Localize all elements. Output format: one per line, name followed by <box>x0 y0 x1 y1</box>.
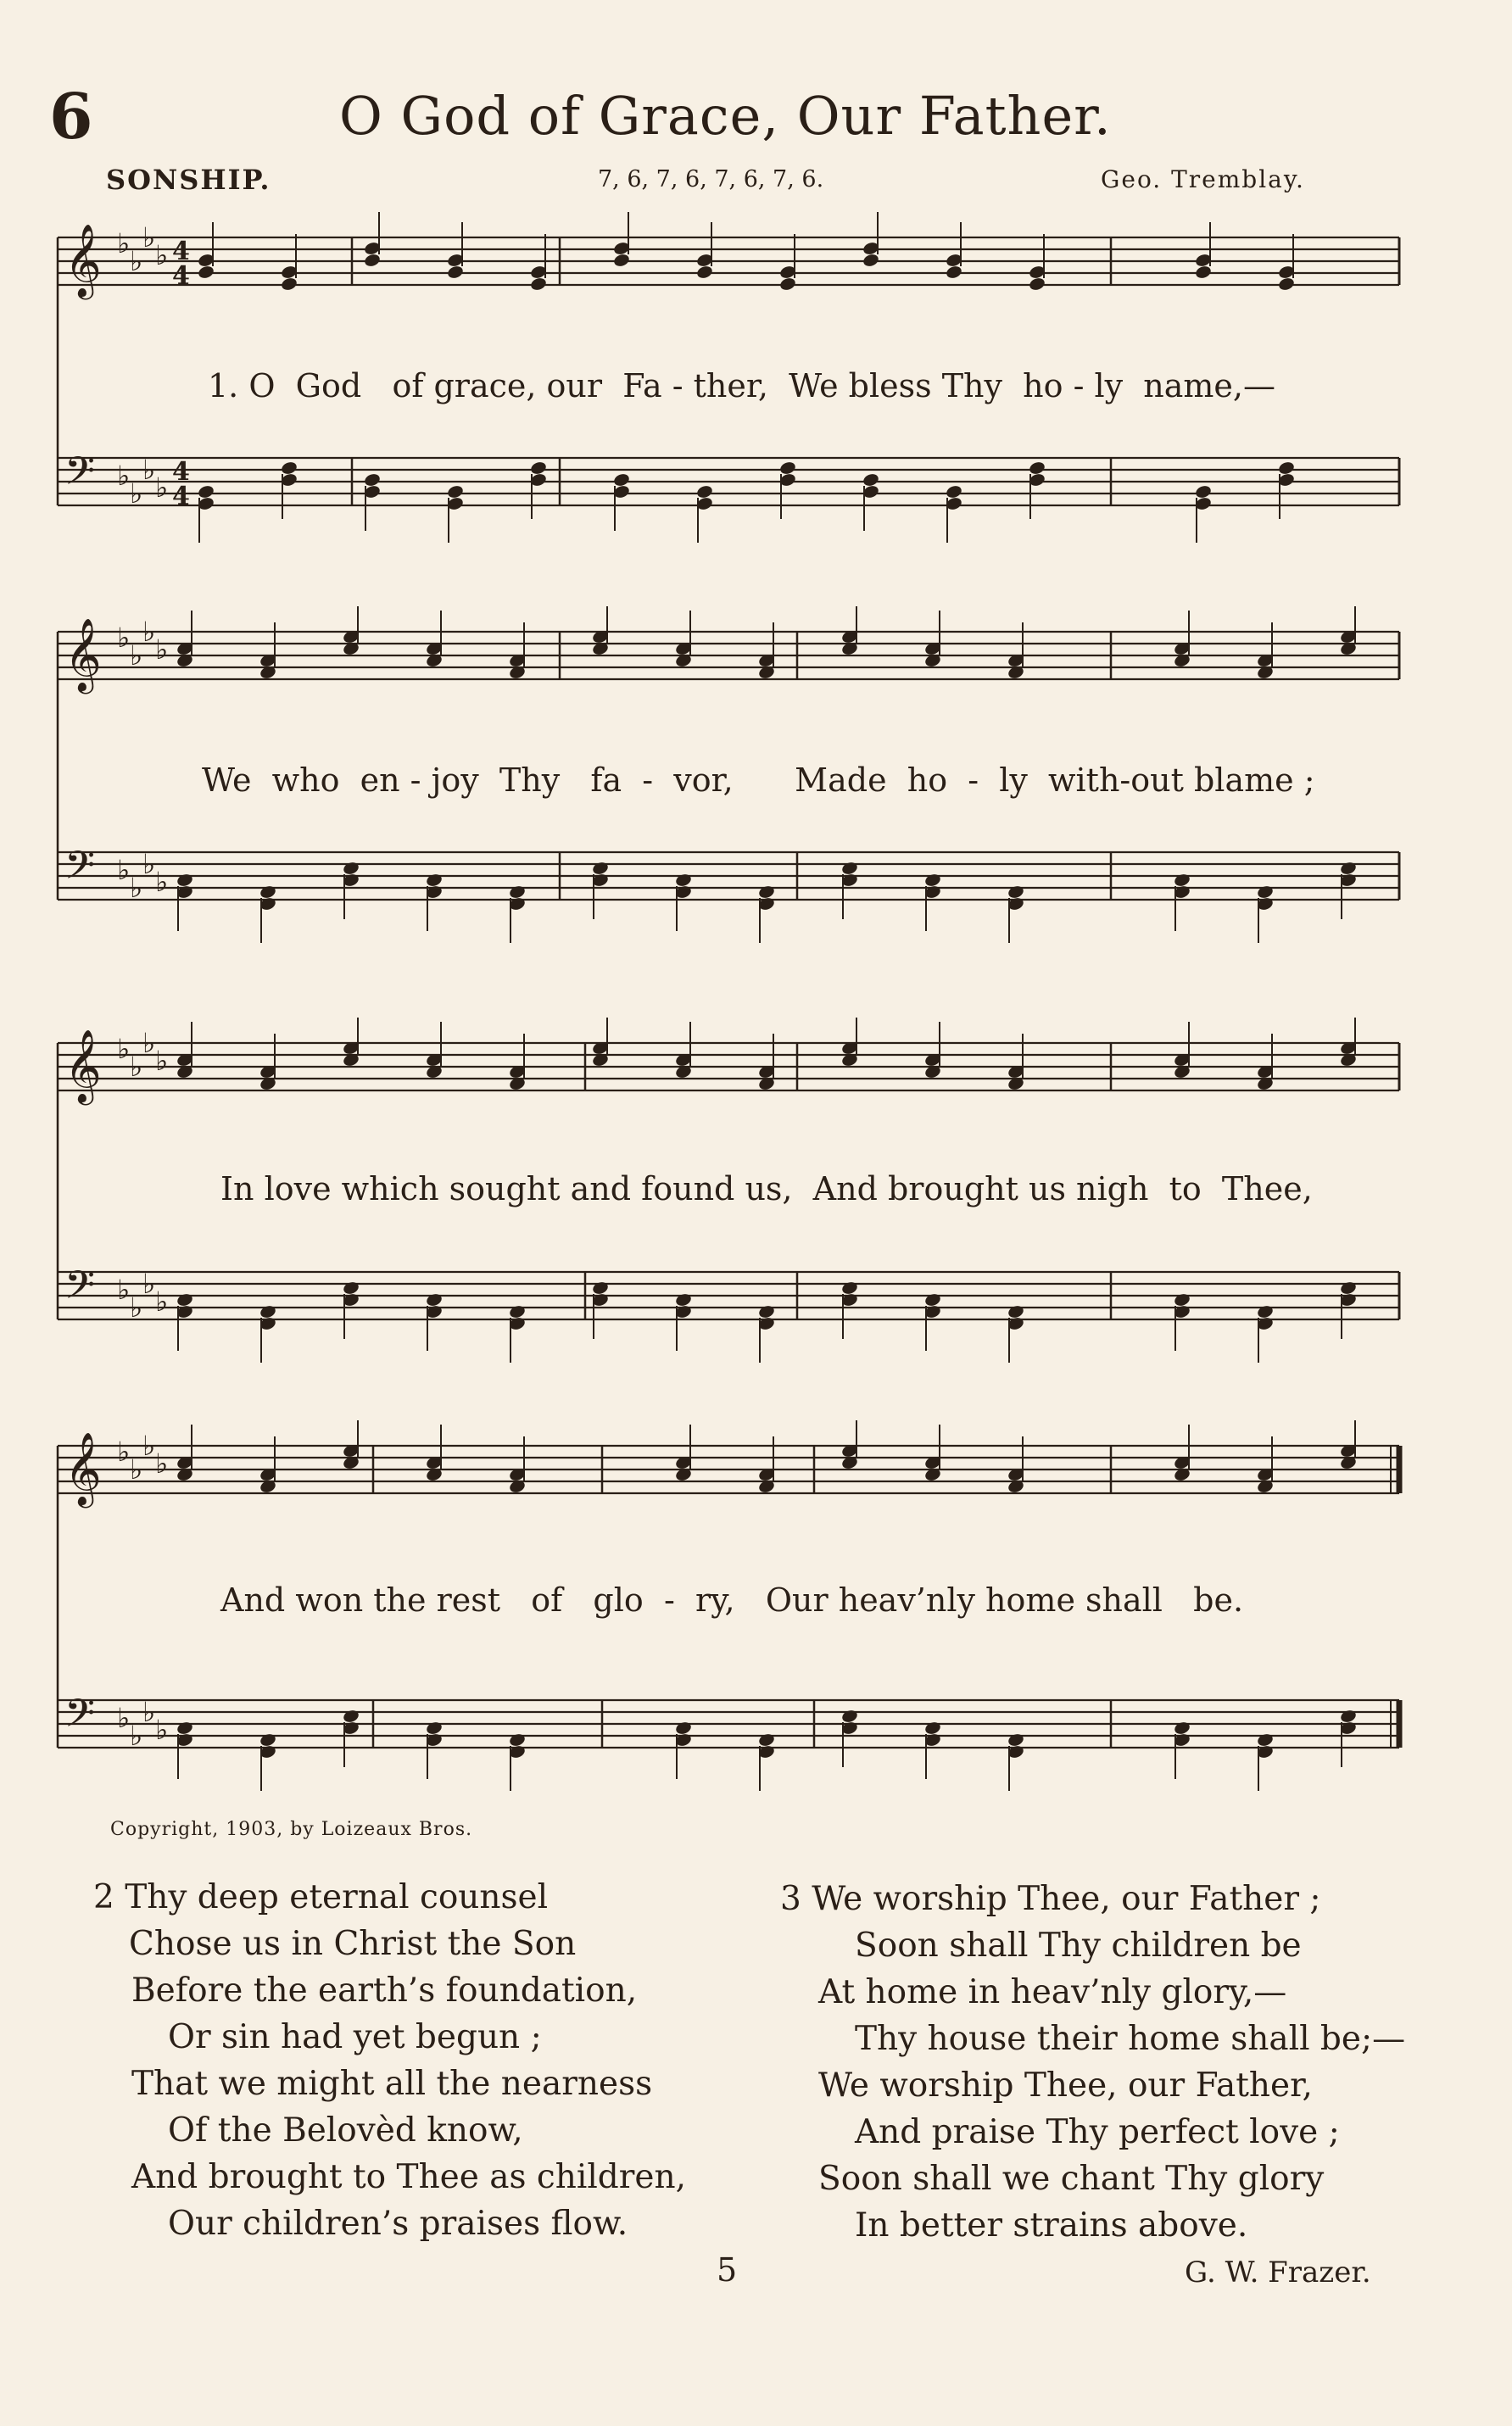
copyright-notice: Copyright, 1903, by Loizeaux Bros. <box>110 1819 473 1840</box>
flat-sign-icon: ♭ <box>155 1714 169 1746</box>
verse-line: That we might all the nearness <box>131 2065 653 2103</box>
notehead <box>176 1721 193 1736</box>
flat-sign-icon: ♭ <box>155 866 169 898</box>
lyric-line-2: We who en - joy Thy fa - vor, Made ho - ly with-out blame ; <box>202 761 1315 799</box>
notehead <box>1339 1280 1357 1296</box>
verse-line: Or sin had yet begun ; <box>168 2018 542 2056</box>
flat-sign-icon: ♭ <box>117 1274 131 1306</box>
verse-line: In better strains above. <box>855 2206 1248 2245</box>
notehead <box>508 1732 526 1748</box>
verse-line: At home in heav’nly glory,— <box>818 1973 1287 2011</box>
music-system-3 <box>51 1018 1408 1374</box>
notehead <box>923 1292 941 1308</box>
lyric-line-4: And won the rest of glo - ry, Our heav’nly home shall be. <box>220 1581 1244 1619</box>
notehead <box>1256 1304 1274 1319</box>
notehead <box>1339 861 1357 876</box>
verse-line: Our children’s praises flow. <box>168 2205 628 2243</box>
verse-line: Soon shall we chant Thy glory <box>818 2160 1325 2198</box>
notehead <box>1007 1732 1024 1748</box>
notehead <box>862 253 879 268</box>
notehead <box>757 1304 775 1319</box>
notehead <box>508 884 526 900</box>
notehead <box>778 460 796 476</box>
treble-clef-icon: 𝄞 <box>64 1029 102 1102</box>
notehead <box>1256 884 1274 900</box>
time-signature-numerator: 4 <box>172 237 190 266</box>
flat-sign-icon: ♭ <box>155 1286 169 1318</box>
bass-clef-icon: 𝄢 <box>64 449 96 504</box>
notehead <box>945 265 962 280</box>
composer: Geo. Tremblay. <box>1101 165 1305 193</box>
notehead <box>695 265 713 280</box>
verse-3 <box>780 1876 1405 2249</box>
time-signature-denominator: 4 <box>172 261 190 291</box>
flat-sign-icon: ♭ <box>142 1696 156 1728</box>
verse-line: 3 We worship Thee, our Father ; <box>780 1880 1321 1918</box>
flat-sign-icon: ♭ <box>130 477 143 510</box>
flat-sign-icon: ♭ <box>130 245 143 277</box>
treble-clef-icon: 𝄞 <box>64 1432 102 1505</box>
tune-name: SONSHIP. <box>106 164 271 196</box>
flat-sign-icon: ♭ <box>130 639 143 672</box>
notehead <box>840 861 858 876</box>
notehead <box>923 1721 941 1736</box>
flat-sign-icon: ♭ <box>117 1702 131 1734</box>
notehead <box>508 1304 526 1319</box>
notehead <box>1256 1732 1274 1748</box>
notehead <box>1173 1721 1191 1736</box>
flat-sign-icon: ♭ <box>130 1720 143 1752</box>
notehead <box>1028 276 1046 292</box>
notehead <box>1173 873 1191 888</box>
notehead <box>862 472 879 488</box>
notehead <box>612 253 630 268</box>
notehead <box>945 484 962 499</box>
notehead <box>425 1721 443 1736</box>
verse-line: We worship Thee, our Father, <box>818 2066 1313 2105</box>
flat-sign-icon: ♭ <box>142 1027 156 1059</box>
notehead <box>1194 484 1212 499</box>
notehead <box>840 1709 858 1724</box>
flat-sign-icon: ♭ <box>117 227 131 259</box>
lyric-line-1: 1. O God of grace, our Fa - ther, We bless Thy ho - ly name,— <box>208 367 1275 404</box>
notehead <box>1028 460 1046 476</box>
bass-clef-icon: 𝄢 <box>64 843 96 898</box>
notehead <box>176 1292 193 1308</box>
meter: 7, 6, 7, 6, 7, 6, 7, 6. <box>598 166 824 192</box>
flat-sign-icon: ♭ <box>117 1033 131 1065</box>
notehead <box>280 276 298 292</box>
text-author: G. W. Frazer. <box>1185 2256 1371 2289</box>
verse-line: Of the Belovèd know, <box>168 2111 523 2150</box>
bass-clef-icon: 𝄢 <box>64 1691 96 1746</box>
notehead <box>1194 265 1212 280</box>
notehead <box>674 1292 692 1308</box>
hymn-number: 6 <box>49 81 93 153</box>
notehead <box>1007 1304 1024 1319</box>
music-system-1 <box>51 212 1408 568</box>
notehead <box>757 1732 775 1748</box>
flat-sign-icon: ♭ <box>130 1051 143 1083</box>
notehead <box>342 1280 360 1296</box>
flat-sign-icon: ♭ <box>142 1268 156 1300</box>
verse-line: 2 Thy deep eternal counsel <box>93 1878 549 1916</box>
notehead <box>529 276 547 292</box>
flat-sign-icon: ♭ <box>130 1291 143 1324</box>
verse-line: And praise Thy perfect love ; <box>855 2113 1340 2151</box>
notehead <box>363 253 381 268</box>
flat-sign-icon: ♭ <box>142 221 156 254</box>
treble-clef-icon: 𝄞 <box>64 618 102 691</box>
treble-clef-icon: 𝄞 <box>64 224 102 297</box>
notehead <box>591 1280 609 1296</box>
flat-sign-icon: ♭ <box>155 239 169 271</box>
lyric-line-3: In love which sought and found us, And brought us nigh to Thee, <box>220 1170 1313 1207</box>
verse-line: Thy house their home shall be;— <box>855 2020 1406 2058</box>
notehead <box>259 884 276 900</box>
flat-sign-icon: ♭ <box>117 854 131 886</box>
time-signature-numerator: 4 <box>172 457 190 487</box>
music-system-4 <box>51 1420 1408 1802</box>
notehead <box>342 861 360 876</box>
notehead <box>778 276 796 292</box>
notehead <box>280 460 298 476</box>
flat-sign-icon: ♭ <box>155 471 169 504</box>
flat-sign-icon: ♭ <box>155 1447 169 1480</box>
notehead <box>446 265 464 280</box>
notehead <box>529 460 547 476</box>
flat-sign-icon: ♭ <box>142 454 156 486</box>
flat-sign-icon: ♭ <box>117 622 131 654</box>
flat-sign-icon: ♭ <box>117 460 131 492</box>
notehead <box>176 873 193 888</box>
time-signature-denominator: 4 <box>172 482 190 511</box>
verse-2 <box>93 1874 686 2247</box>
notehead <box>259 1304 276 1319</box>
notehead <box>1173 1292 1191 1308</box>
flat-sign-icon: ♭ <box>130 1453 143 1486</box>
flat-sign-icon: ♭ <box>117 1436 131 1468</box>
notehead <box>757 884 775 900</box>
notehead <box>674 873 692 888</box>
flat-sign-icon: ♭ <box>142 616 156 648</box>
notehead <box>342 1709 360 1724</box>
flat-sign-icon: ♭ <box>130 872 143 904</box>
notehead <box>446 484 464 499</box>
verse-line: Chose us in Christ the Son <box>129 1925 577 1963</box>
notehead <box>197 484 215 499</box>
verse-line: Before the earth’s foundation, <box>131 1971 638 2010</box>
notehead <box>425 1292 443 1308</box>
music-system-2 <box>51 606 1408 962</box>
hymn-title: O God of Grace, Our Father. <box>339 85 1112 147</box>
notehead <box>923 873 941 888</box>
notehead <box>197 265 215 280</box>
bass-clef-icon: 𝄢 <box>64 1263 96 1318</box>
notehead <box>259 1732 276 1748</box>
verse-line: Soon shall Thy children be <box>855 1927 1302 1965</box>
notehead <box>1339 1709 1357 1724</box>
notehead <box>840 1280 858 1296</box>
notehead <box>1007 884 1024 900</box>
verse-line: And brought to Thee as children, <box>131 2158 687 2196</box>
notehead <box>425 873 443 888</box>
flat-sign-icon: ♭ <box>142 1430 156 1462</box>
page-number: 5 <box>717 2251 738 2289</box>
notehead <box>1277 276 1295 292</box>
flat-sign-icon: ♭ <box>155 633 169 666</box>
notehead <box>1277 460 1295 476</box>
notehead <box>674 1721 692 1736</box>
notehead <box>363 472 381 488</box>
notehead <box>591 861 609 876</box>
notehead <box>612 472 630 488</box>
flat-sign-icon: ♭ <box>155 1045 169 1077</box>
notehead <box>695 484 713 499</box>
flat-sign-icon: ♭ <box>142 848 156 880</box>
